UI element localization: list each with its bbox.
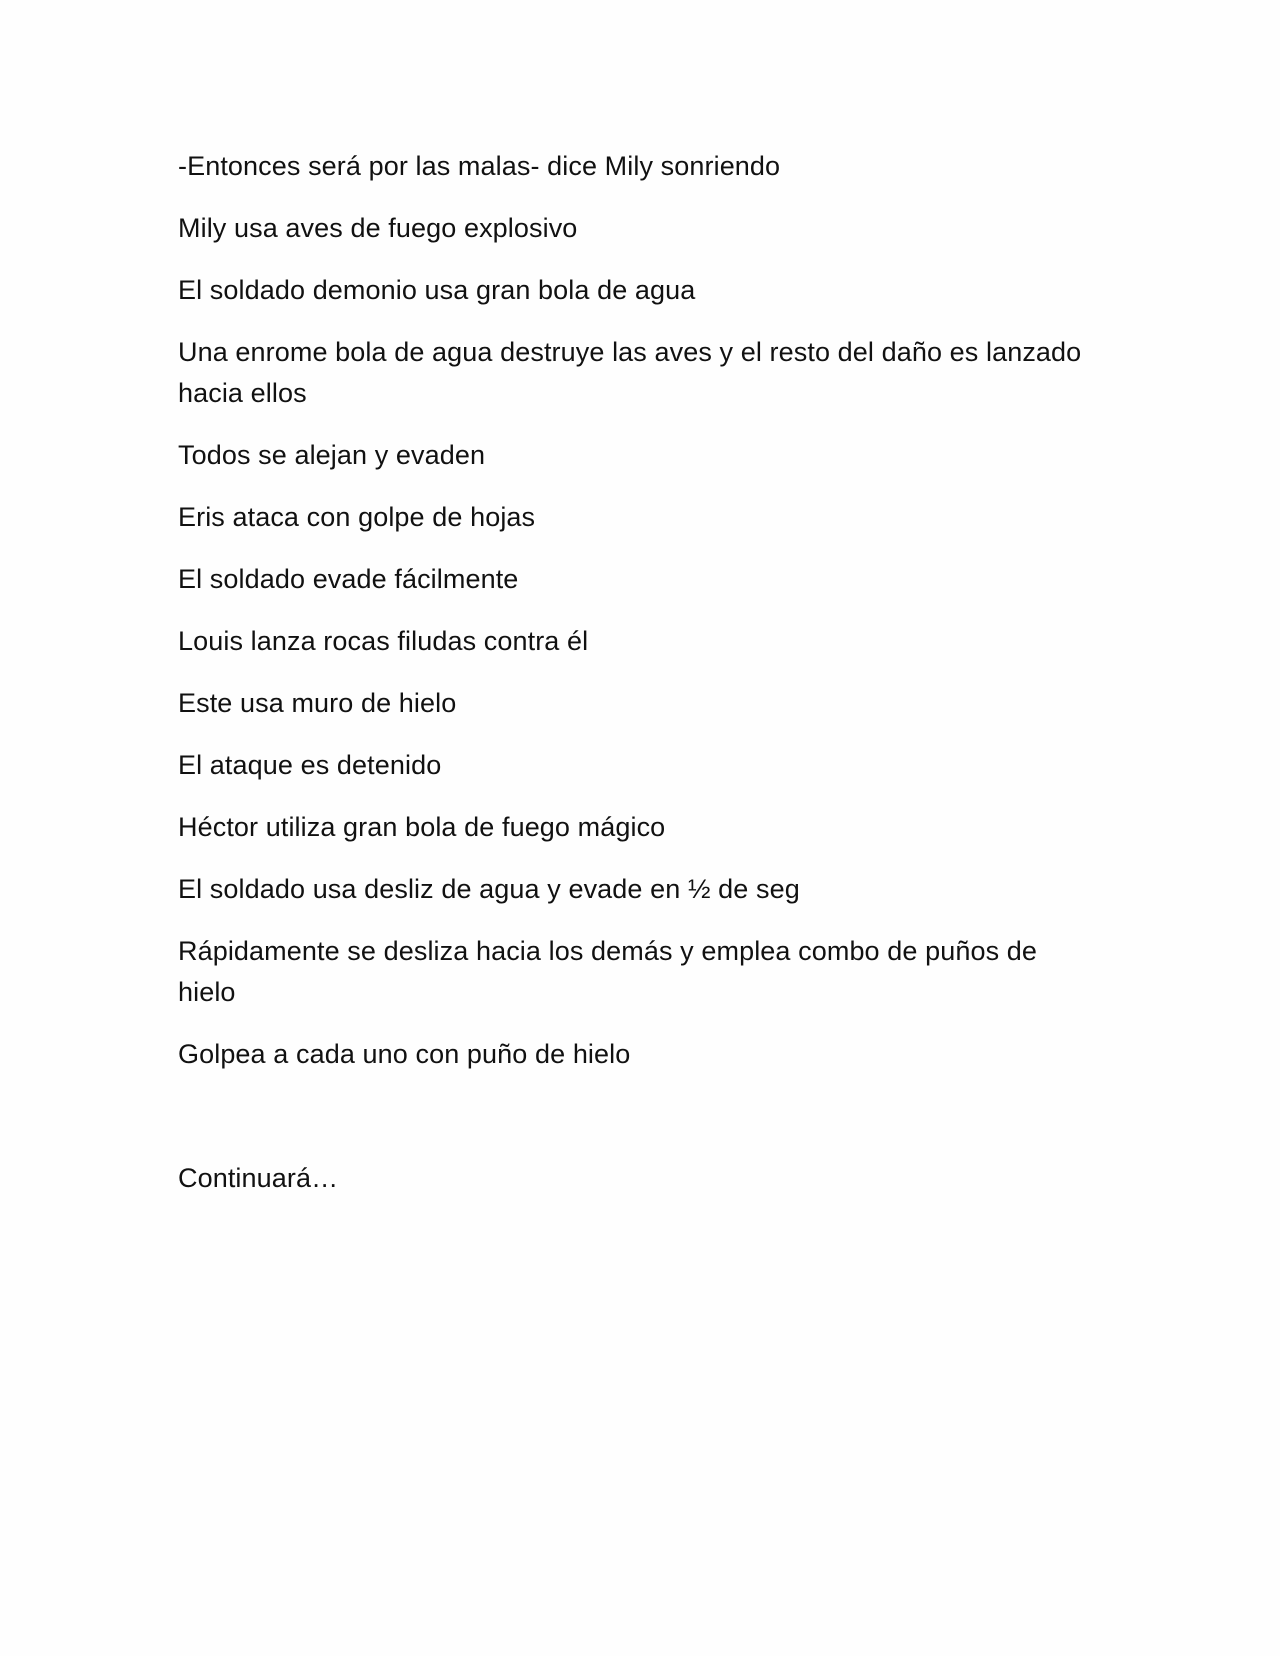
paragraph: -Entonces será por las malas- dice Mily sonriendo bbox=[178, 151, 781, 181]
paragraph: El soldado evade fácilmente bbox=[178, 564, 519, 594]
paragraph: Eris ataca con golpe de hojas bbox=[178, 502, 536, 532]
blank-line bbox=[178, 1096, 1098, 1137]
paragraph: El soldado demonio usa gran bola de agua bbox=[178, 275, 696, 305]
paragraph: Este usa muro de hielo bbox=[178, 688, 457, 718]
paragraph: Todos se alejan y evaden bbox=[178, 440, 486, 470]
paragraph: Golpea a cada uno con puño de hielo bbox=[178, 1039, 631, 1069]
paragraph: El soldado usa desliz de agua y evade en ½ de seg bbox=[178, 874, 800, 904]
paragraph: El ataque es detenido bbox=[178, 750, 442, 780]
document-body bbox=[178, 146, 1098, 1220]
paragraph: Mily usa aves de fuego explosivo bbox=[178, 213, 578, 243]
paragraph: Héctor utiliza gran bola de fuego mágico bbox=[178, 812, 666, 842]
paragraph: Una enrome bola de agua destruye las aves y el resto del daño es lanzado hacia ellos bbox=[178, 337, 1082, 408]
closing-line: Continuará… bbox=[178, 1163, 339, 1193]
paragraph: Louis lanza rocas filudas contra él bbox=[178, 626, 589, 656]
paragraph: Rápidamente se desliza hacia los demás y emplea combo de puños de hielo bbox=[178, 936, 1038, 1007]
